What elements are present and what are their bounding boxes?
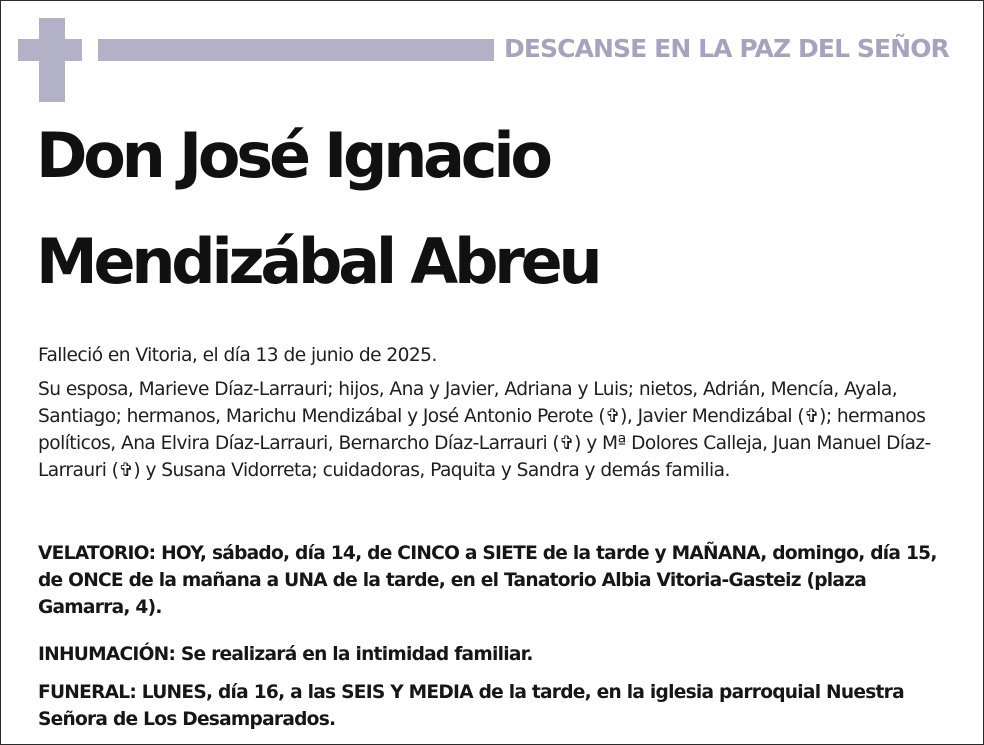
family-list: Su esposa, Marieve Díaz-Larrauri; hijos, Ana y Javier, Adriana y Luis; nietos, Adrián, Mencía, Ayala, Santiago; hermanos, Marichu Mendizábal y José Antonio Perote (✞), Javier Mendizábal (✞); hermanos políticos, Ana Elvira Díaz-Larrauri, Bernarcho Díaz-Larrauri (✞) y Mª Dolores Calleja, Juan Manuel Díaz-Larrauri (✞) y Susana Vidorreta; cuidadoras, Paquita y Sandra y demás familia. xyxy=(38,379,931,481)
funeral-info: FUNERAL: LUNES, día 16, a las SEIS Y MEDIA de la tarde, en la iglesia parroquial Nuestra Señora de Los Desamparados. xyxy=(38,682,904,730)
cross-icon-bar xyxy=(18,39,82,61)
header-rule xyxy=(98,39,494,61)
deceased-name-line1: Don José Ignacio xyxy=(36,119,549,192)
inhumacion-info: INHUMACIÓN: Se realizará en la intimidad familiar. xyxy=(38,644,533,665)
velatorio-info: VELATORIO: HOY, sábado, día 14, de CINCO a SIETE de la tarde y MAÑANA, domingo, día 15, de ONCE de la mañana a UNA de la tarde, en el Tanatorio Albia Vitoria-Gasteiz (plaza Gamarra, 4). xyxy=(38,543,937,618)
death-notice: Falleció en Vitoria, el día 13 de junio de 2025. xyxy=(38,345,437,366)
deceased-name-line2: Mendizábal Abreu xyxy=(36,225,599,298)
header-title: DESCANSE EN LA PAZ DEL SEÑOR xyxy=(504,34,949,63)
